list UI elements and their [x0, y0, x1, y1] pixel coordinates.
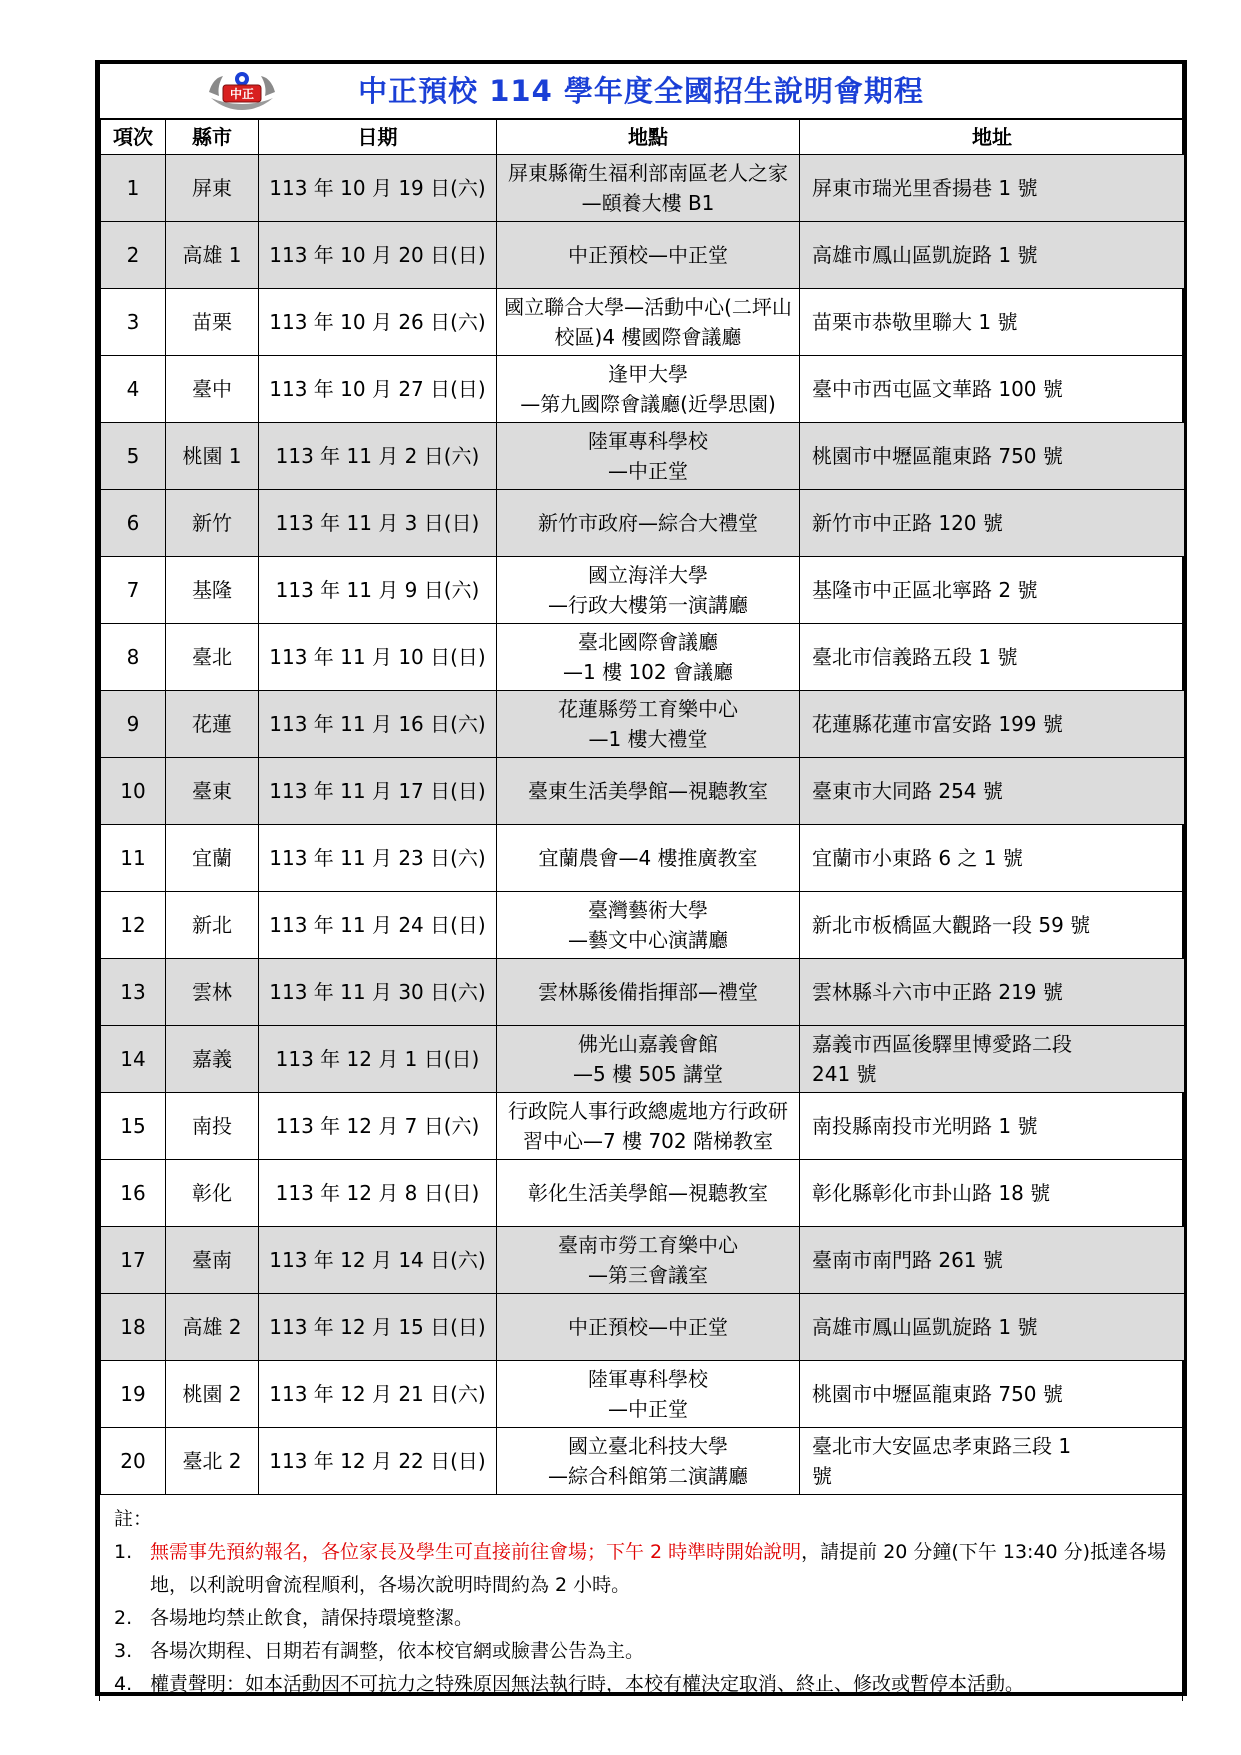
table-row: [101, 155, 1185, 222]
header-place: 地點: [497, 120, 800, 155]
cell-address-line: 宜蘭市小東路 6 之 1 號: [812, 846, 1023, 870]
table-row: [101, 624, 1185, 691]
cell-place: [497, 1428, 800, 1495]
cell-city-line: 高雄 2: [182, 1315, 242, 1339]
cell-city-line: 彰化: [192, 1181, 232, 1205]
cell-date-line: 113 年 12 月 14 日(六): [269, 1248, 486, 1272]
cell-address: [800, 222, 1185, 289]
notes-section: [100, 1495, 1182, 1701]
cell-city: [166, 423, 259, 490]
note-item: [114, 1635, 1172, 1668]
cell-place: [497, 691, 800, 758]
cell-city-line: 臺北: [192, 645, 232, 669]
cell-date: [259, 423, 497, 490]
notes-heading: 註：: [114, 1508, 153, 1530]
cell-date: [259, 1294, 497, 1361]
cell-address: [800, 825, 1185, 892]
cell-address: [800, 624, 1185, 691]
table-row: [101, 1227, 1185, 1294]
cell-city-line: 雲林: [192, 980, 232, 1004]
cell-place-line: —綜合科館第二演講廳: [548, 1464, 748, 1488]
cell-city-line: 臺北 2: [182, 1449, 242, 1473]
cell-date: [259, 557, 497, 624]
cell-date-line: 113 年 12 月 7 日(六): [275, 1114, 480, 1138]
cell-place: [497, 959, 800, 1026]
cell-address-line: 嘉義市西區後驛里博愛路二段: [812, 1032, 1072, 1056]
emblem-text: 中正: [229, 87, 255, 101]
cell-city-line: 苗栗: [192, 310, 232, 334]
cell-address-line: 高雄市鳳山區凱旋路 1 號: [812, 243, 1038, 267]
cell-address-line: 南投縣南投市光明路 1 號: [812, 1114, 1038, 1138]
cell-address: [800, 356, 1185, 423]
cell-no: [101, 222, 166, 289]
table-row: [101, 892, 1185, 959]
cell-no: [101, 1160, 166, 1227]
cell-date-line: 113 年 11 月 10 日(日): [269, 645, 486, 669]
cell-place: [497, 222, 800, 289]
cell-city: [166, 959, 259, 1026]
cell-place: [497, 1026, 800, 1093]
cell-no: [101, 1227, 166, 1294]
note-text: ，請提前 20 分鐘(下午 13:40 分)抵達各場地，以利說明會流程順利，各場次說明時間約為 2 小時。: [150, 1541, 1167, 1596]
cell-address: [800, 490, 1185, 557]
cell-place-line: 臺南市勞工育樂中心: [558, 1233, 738, 1257]
cell-place-line: —1 樓大禮堂: [588, 727, 708, 751]
cell-no: [101, 624, 166, 691]
cell-date: [259, 222, 497, 289]
cell-no: [101, 1428, 166, 1495]
cell-no-line: 8: [126, 645, 140, 669]
cell-date: [259, 1227, 497, 1294]
cell-no: [101, 490, 166, 557]
cell-date-line: 113 年 12 月 1 日(日): [275, 1047, 480, 1071]
cell-address: [800, 289, 1185, 356]
cell-place-line: 陸軍專科學校: [588, 429, 708, 453]
cell-address-line: 花蓮縣花蓮市富安路 199 號: [812, 712, 1063, 736]
table-row: [101, 691, 1185, 758]
cell-city: [166, 1361, 259, 1428]
cell-date-line: 113 年 11 月 17 日(日): [269, 779, 486, 803]
cell-no-line: 2: [126, 243, 140, 267]
cell-place: [497, 557, 800, 624]
cell-address-line: 高雄市鳳山區凱旋路 1 號: [812, 1315, 1038, 1339]
note-number: 1.: [114, 1541, 133, 1563]
cell-city-line: 桃園 2: [182, 1382, 242, 1406]
cell-place-line: 宜蘭農會—4 樓推廣教室: [538, 846, 758, 870]
cell-no-line: 12: [120, 913, 146, 937]
cell-place-line: 習中心—7 樓 702 階梯教室: [523, 1129, 773, 1153]
cell-date: [259, 1093, 497, 1160]
cell-no-line: 18: [120, 1315, 146, 1339]
cell-place-line: —中正堂: [608, 459, 688, 483]
cell-address-line: 臺東市大同路 254 號: [812, 779, 1003, 803]
cell-city-line: 高雄 1: [182, 243, 242, 267]
cell-date-line: 113 年 11 月 9 日(六): [275, 578, 480, 602]
cell-city: [166, 1093, 259, 1160]
cell-place-line: —藝文中心演講廳: [568, 928, 728, 952]
cell-no-line: 17: [120, 1248, 146, 1272]
cell-place: [497, 1093, 800, 1160]
cell-address: [800, 155, 1185, 222]
cell-place-line: 屏東縣衛生福利部南區老人之家: [508, 161, 788, 185]
cell-date-line: 113 年 11 月 24 日(日): [269, 913, 486, 937]
cell-address-line: 241 號: [812, 1062, 877, 1086]
cell-no-line: 1: [126, 176, 140, 200]
cell-place: [497, 892, 800, 959]
cell-place: [497, 423, 800, 490]
cell-no-line: 19: [120, 1382, 146, 1406]
cell-address-line: 苗栗市恭敬里聯大 1 號: [812, 310, 1018, 334]
cell-city-line: 臺中: [192, 377, 232, 401]
cell-city: [166, 356, 259, 423]
cell-place-line: —5 樓 505 講堂: [573, 1062, 723, 1086]
cell-place-line: 臺北國際會議廳: [578, 630, 718, 654]
cell-no: [101, 155, 166, 222]
cell-no: [101, 892, 166, 959]
note-red-text: 無需事先預約報名，各位家長及學生可直接前往會場；下午 2 時準時開始說明: [150, 1541, 802, 1563]
cell-address-line: 新竹市中正路 120 號: [812, 511, 1003, 535]
cell-no: [101, 825, 166, 892]
cell-place-line: 臺東生活美學館—視聽教室: [528, 779, 768, 803]
cell-place-line: —1 樓 102 會議廳: [563, 660, 733, 684]
header-date: 日期: [259, 120, 497, 155]
cell-place-line: —行政大樓第一演講廳: [548, 593, 748, 617]
cell-date: [259, 1160, 497, 1227]
cell-city-line: 新竹: [192, 511, 232, 535]
cell-city: [166, 557, 259, 624]
cell-date-line: 113 年 10 月 27 日(日): [269, 377, 486, 401]
note-number: 4.: [114, 1673, 133, 1695]
table-row: [101, 758, 1185, 825]
cell-city-line: 新北: [192, 913, 232, 937]
cell-date: [259, 758, 497, 825]
cell-no: [101, 1294, 166, 1361]
cell-city-line: 桃園 1: [182, 444, 242, 468]
cell-city: [166, 155, 259, 222]
cell-address: [800, 1227, 1185, 1294]
cell-no: [101, 557, 166, 624]
cell-no-line: 9: [126, 712, 140, 736]
cell-city: [166, 1428, 259, 1495]
table-row: [101, 490, 1185, 557]
cell-address-line: 新北市板橋區大觀路一段 59 號: [812, 913, 1091, 937]
cell-city-line: 臺東: [192, 779, 232, 803]
cell-place: [497, 490, 800, 557]
cell-place-line: 彰化生活美學館—視聽教室: [528, 1181, 768, 1205]
cell-date: [259, 624, 497, 691]
cell-address: [800, 557, 1185, 624]
cell-address-line: 基隆市中正區北寧路 2 號: [812, 578, 1038, 602]
cell-no-line: 7: [126, 578, 140, 602]
cell-address-line: 臺南市南門路 261 號: [812, 1248, 1003, 1272]
cell-place-line: 雲林縣後備指揮部—禮堂: [538, 980, 758, 1004]
cell-address: [800, 691, 1185, 758]
cell-no-line: 11: [120, 846, 146, 870]
cell-date: [259, 892, 497, 959]
document-body: [99, 64, 1183, 1701]
note-item: [114, 1668, 1172, 1701]
cell-address: [800, 959, 1185, 1026]
table-row: [101, 1160, 1185, 1227]
cell-no: [101, 1093, 166, 1160]
cell-date-line: 113 年 11 月 2 日(六): [275, 444, 480, 468]
cell-date-line: 113 年 11 月 23 日(六): [269, 846, 486, 870]
table-row: [101, 1093, 1185, 1160]
cell-city: [166, 490, 259, 557]
cell-city: [166, 892, 259, 959]
cell-date-line: 113 年 11 月 30 日(六): [269, 980, 486, 1004]
cell-city: [166, 1026, 259, 1093]
cell-place: [497, 155, 800, 222]
cell-no-line: 13: [120, 980, 146, 1004]
cell-place-line: 陸軍專科學校: [588, 1367, 708, 1391]
cell-place-line: 新竹市政府—綜合大禮堂: [538, 511, 758, 535]
cell-date-line: 113 年 10 月 20 日(日): [269, 243, 486, 267]
cell-date: [259, 959, 497, 1026]
cell-place-line: 中正預校—中正堂: [568, 243, 728, 267]
cell-place: [497, 356, 800, 423]
cell-date-line: 113 年 11 月 16 日(六): [269, 712, 486, 736]
cell-date: [259, 155, 497, 222]
cell-date: [259, 1428, 497, 1495]
cell-place: [497, 1227, 800, 1294]
cell-date: [259, 691, 497, 758]
table-row: [101, 356, 1185, 423]
cell-address: [800, 423, 1185, 490]
cell-city-line: 南投: [192, 1114, 232, 1138]
cell-date: [259, 825, 497, 892]
cell-address-line: 號: [812, 1464, 832, 1488]
cell-place-line: 國立臺北科技大學: [568, 1434, 728, 1458]
cell-address: [800, 1026, 1185, 1093]
cell-date-line: 113 年 12 月 15 日(日): [269, 1315, 486, 1339]
cell-date-line: 113 年 11 月 3 日(日): [275, 511, 480, 535]
cell-city: [166, 825, 259, 892]
cell-place-line: 校區)4 樓國際會議廳: [554, 325, 742, 349]
note-text: 權責聲明：如本活動因不可抗力之特殊原因無法執行時，本校有權決定取消、終止、修改或暫停本活動。: [150, 1673, 1025, 1695]
table-row: [101, 557, 1185, 624]
cell-no: [101, 356, 166, 423]
cell-address: [800, 1294, 1185, 1361]
table-row: [101, 289, 1185, 356]
header-address: 地址: [800, 120, 1185, 155]
cell-no-line: 4: [126, 377, 140, 401]
cell-date-line: 113 年 10 月 26 日(六): [269, 310, 486, 334]
cell-date: [259, 1361, 497, 1428]
cell-place: [497, 624, 800, 691]
cell-address-line: 臺中市西屯區文華路 100 號: [812, 377, 1063, 401]
cell-place-line: 中正預校—中正堂: [568, 1315, 728, 1339]
cell-city-line: 宜蘭: [192, 846, 232, 870]
cell-city: [166, 222, 259, 289]
cell-no-line: 6: [126, 511, 140, 535]
table-row: [101, 222, 1185, 289]
cell-place: [497, 289, 800, 356]
cell-place: [497, 1160, 800, 1227]
cell-city: [166, 624, 259, 691]
page-title: 中正預校 114 學年度全國招生說明會期程: [358, 74, 924, 108]
cell-address: [800, 1428, 1185, 1495]
cell-no: [101, 758, 166, 825]
schedule-table: [100, 119, 1185, 1495]
cell-no-line: 3: [126, 310, 140, 334]
cell-no: [101, 289, 166, 356]
cell-city: [166, 1160, 259, 1227]
cell-no: [101, 1026, 166, 1093]
cell-no: [101, 1361, 166, 1428]
cell-address-line: 臺北市信義路五段 1 號: [812, 645, 1018, 669]
cell-date-line: 113 年 12 月 8 日(日): [275, 1181, 480, 1205]
cell-date-line: 113 年 12 月 22 日(日): [269, 1449, 486, 1473]
cell-date: [259, 1026, 497, 1093]
cell-city: [166, 758, 259, 825]
cell-address: [800, 892, 1185, 959]
cell-city: [166, 1227, 259, 1294]
cell-place-line: —第九國際會議廳(近學思園): [520, 392, 776, 416]
cell-place-line: 臺灣藝術大學: [588, 898, 708, 922]
cell-place-line: 逢甲大學: [608, 362, 688, 386]
table-row: [101, 1428, 1185, 1495]
cell-place-line: 國立聯合大學—活動中心(二坪山: [504, 295, 792, 319]
title-row: [100, 64, 1182, 119]
cell-no-line: 5: [126, 444, 140, 468]
cell-address: [800, 758, 1185, 825]
cell-address-line: 桃園市中壢區龍東路 750 號: [812, 1382, 1063, 1406]
cell-place: [497, 1294, 800, 1361]
header-city: 縣市: [166, 120, 259, 155]
table-row: [101, 825, 1185, 892]
cell-no-line: 10: [120, 779, 146, 803]
cell-address-line: 桃園市中壢區龍東路 750 號: [812, 444, 1063, 468]
cell-no-line: 14: [120, 1047, 146, 1071]
cell-place-line: 佛光山嘉義會館: [578, 1032, 718, 1056]
cell-city: [166, 691, 259, 758]
note-number: 3.: [114, 1640, 133, 1662]
table-row: [101, 1026, 1185, 1093]
header-no: 項次: [101, 120, 166, 155]
cell-date: [259, 490, 497, 557]
table-row: [101, 423, 1185, 490]
table-row: [101, 1294, 1185, 1361]
cell-date-line: 113 年 10 月 19 日(六): [269, 176, 486, 200]
cell-address: [800, 1093, 1185, 1160]
table-header-row: [101, 120, 1185, 155]
cell-no-line: 20: [120, 1449, 146, 1473]
cell-place: [497, 1361, 800, 1428]
cell-place: [497, 758, 800, 825]
cell-place-line: 國立海洋大學: [588, 563, 708, 587]
cell-city: [166, 1294, 259, 1361]
cell-no: [101, 691, 166, 758]
table-row: [101, 1361, 1185, 1428]
cell-place-line: —頤養大樓 B1: [581, 191, 715, 215]
table-row: [101, 959, 1185, 1026]
cell-city-line: 花蓮: [192, 712, 232, 736]
cell-no: [101, 959, 166, 1026]
cell-city-line: 屏東: [192, 176, 232, 200]
cell-place-line: —第三會議室: [588, 1263, 708, 1287]
cell-address-line: 彰化縣彰化市卦山路 18 號: [812, 1181, 1051, 1205]
cell-address: [800, 1160, 1185, 1227]
cell-place-line: 花蓮縣勞工育樂中心: [558, 697, 738, 721]
cell-address-line: 雲林縣斗六市中正路 219 號: [812, 980, 1063, 1004]
cell-date: [259, 356, 497, 423]
cell-date-line: 113 年 12 月 21 日(六): [269, 1382, 486, 1406]
cell-city-line: 嘉義: [192, 1047, 232, 1071]
cell-address-line: 屏東市瑞光里香揚巷 1 號: [812, 176, 1038, 200]
cell-city-line: 基隆: [192, 578, 232, 602]
cell-place-line: —中正堂: [608, 1397, 688, 1421]
note-number: 2.: [114, 1607, 133, 1629]
note-text: 各場地均禁止飲食，請保持環境整潔。: [150, 1607, 474, 1629]
cell-place-line: 行政院人事行政總處地方行政研: [508, 1099, 788, 1123]
cell-no-line: 15: [120, 1114, 146, 1138]
note-text: 各場次期程、日期若有調整，依本校官網或臉書公告為主。: [150, 1640, 645, 1662]
note-item: [114, 1536, 1172, 1602]
cell-no-line: 16: [120, 1181, 146, 1205]
cell-date: [259, 289, 497, 356]
cell-address-line: 臺北市大安區忠孝東路三段 1: [812, 1434, 1072, 1458]
cell-no: [101, 423, 166, 490]
cell-city-line: 臺南: [192, 1248, 232, 1272]
cell-city: [166, 289, 259, 356]
note-item: [114, 1602, 1172, 1635]
cell-address: [800, 1361, 1185, 1428]
cell-place: [497, 825, 800, 892]
